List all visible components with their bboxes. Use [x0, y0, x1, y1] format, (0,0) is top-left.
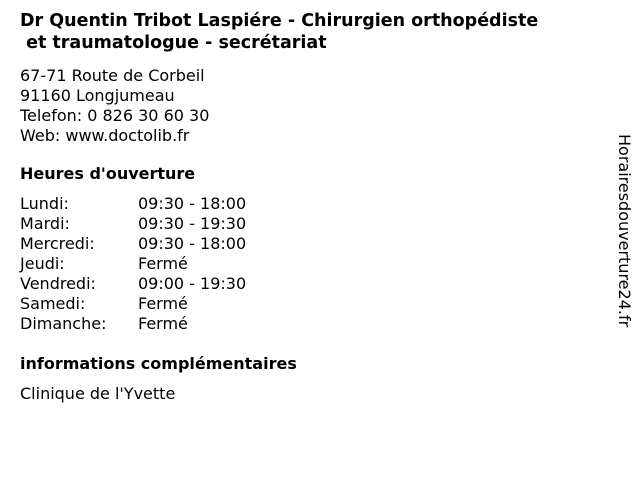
hours-row-wednesday [20, 234, 246, 254]
day-hours: Fermé [138, 294, 188, 313]
title-line-1: Dr Quentin Tribot Laspiére - Chirurgien orthopédiste [20, 11, 539, 31]
hours-row-sunday [20, 314, 246, 334]
day-hours: Fermé [138, 314, 188, 333]
opening-hours-heading: Heures d'ouverture [20, 164, 196, 183]
hours-row-friday [20, 274, 246, 294]
day-label: Lundi: [20, 194, 69, 213]
day-hours: 09:30 - 18:00 [138, 234, 247, 253]
day-hours: Fermé [138, 254, 188, 273]
additional-info-heading: informations complémentaires [20, 354, 297, 373]
day-label: Mardi: [20, 214, 70, 233]
site-watermark: Horairesdouverture24.fr [615, 134, 634, 328]
day-label: Jeudi: [20, 254, 65, 273]
hours-row-monday [20, 194, 246, 214]
day-label: Samedi: [20, 294, 86, 313]
additional-info-text: Clinique de l'Yvette [20, 384, 176, 403]
title-line-2: et traumatologue - secrétariat [20, 33, 327, 53]
day-hours: 09:30 - 19:30 [138, 214, 247, 233]
page-title [20, 10, 620, 54]
address-phone: Telefon: 0 826 30 60 30 [20, 106, 210, 125]
day-hours: 09:00 - 19:30 [138, 274, 247, 293]
address-city: 91160 Longjumeau [20, 86, 175, 105]
day-label: Mercredi: [20, 234, 95, 253]
hours-row-thursday [20, 254, 246, 274]
day-hours: 09:30 - 18:00 [138, 194, 247, 213]
address-block [20, 66, 209, 146]
hours-row-tuesday [20, 214, 246, 234]
opening-hours-table [20, 194, 246, 334]
hours-row-saturday [20, 294, 246, 314]
day-label: Vendredi: [20, 274, 96, 293]
address-street: 67-71 Route de Corbeil [20, 66, 205, 85]
address-web: Web: www.doctolib.fr [20, 126, 190, 145]
day-label: Dimanche: [20, 314, 107, 333]
